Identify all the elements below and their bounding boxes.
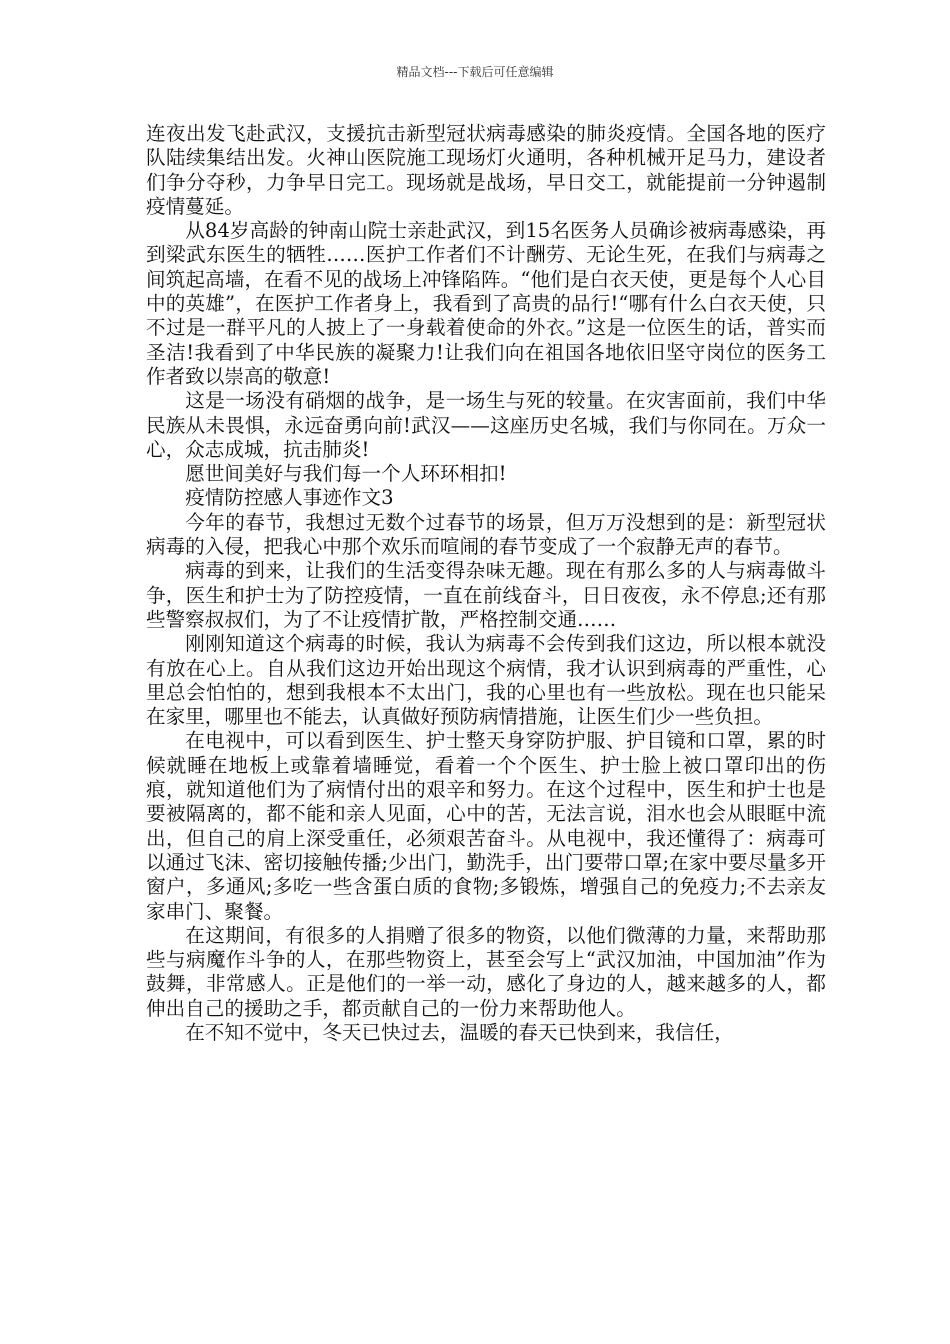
paragraph: 连夜出发飞赴武汉，支援抗击新型冠状病毒感染的肺炎疫情。全国各地的医疗队陆续集结出发。火神山医院施工现场灯火通明，各种机械开足马力，建设者们争分夺秒，力争早日完工。现场就是战场，早日交工，就能提前一分钟遏制疫情蔓延。 bbox=[146, 122, 826, 218]
document-body bbox=[146, 122, 826, 1045]
paragraph: 从84岁高龄的钟南山院士亲赴武汉，到15名医务人员确诊被病毒感染，再到梁武东医生的牺牲……医护工作者们不计酬劳、无论生死，在我们与病毒之间筑起高墙，在看不见的战场上冲锋陷阵。“他们是白衣天使，更是每个人心目中的英雄”，在医护工作者身上，我看到了高贵的品行!“哪有什么白衣天使，只不过是一群平凡的人披上了一身载着使命的外衣。”这是一位医生的话，普实而圣洁!我看到了中华民族的凝聚力!让我们向在祖国各地依旧坚守岗位的医务工作者致以崇高的敬意! bbox=[146, 219, 826, 388]
paragraph: 在这期间，有很多的人捐赠了很多的物资，以他们微薄的力量，来帮助那些与病魔作斗争的人，在那些物资上，甚至会写上“武汉加油，中国加油”作为鼓舞，非常感人。正是他们的一举一动，感化了身边的人，越来越多的人，都伸出自己的援助之手，都贡献自己的一份力来帮助他人。 bbox=[146, 923, 826, 1020]
section-title: 疫情防控感人事迹作文3 bbox=[185, 486, 394, 510]
paragraph: 在不知不觉中，冬天已快过去，温暖的春天已快到来，我信任， bbox=[185, 1020, 734, 1044]
paragraph: 在电视中，可以看到医生、护士整天身穿防护服、护目镜和口罩，累的时候就睡在地板上或靠着墙睡觉，看着一个个医生、护士脸上被口罩印出的伤痕，就知道他们为了病情付出的艰辛和努力。在这个过程中，医生和护士也是要被隔离的，都不能和亲人见面，心中的苦，无法言说，泪水也会从眼眶中流出，但自己的肩上深受重任，必须艰苦奋斗。从电视中，我还懂得了：病毒可以通过飞沫、密切接触传播;少出门，勤洗手，出门要带口罩;在家中要尽量多开窗户，多通风;多吃一些含蛋白质的食物;多锻炼，增强自己的免疫力;不去亲友家串门、聚餐。 bbox=[146, 729, 826, 923]
paragraph: 病毒的到来，让我们的生活变得杂味无趣。现在有那么多的人与病毒做斗争，医生和护士为了防控疫情，一直在前线奋斗，日日夜夜，永不停息;还有那些警察叔叔们，为了不让疫情扩散，严格控制交通…… bbox=[146, 559, 826, 631]
page-header: 精品文档---下载后可任意编辑 bbox=[396, 65, 554, 79]
paragraph: 刚刚知道这个病毒的时候，我认为病毒不会传到我们这边，所以根本就没有放在心上。自从我们这边开始出现这个病情，我才认识到病毒的严重性，心里总会怕怕的，想到我根本不太出门，我的心里也有一些放松。现在也只能呆在家里，哪里也不能去，认真做好预防病情措施，让医生们少一些负担。 bbox=[146, 632, 826, 729]
paragraph: 愿世间美好与我们每一个人环环相扣! bbox=[185, 462, 507, 486]
paragraph: 这是一场没有硝烟的战争，是一场生与死的较量。在灾害面前，我们中华民族从未畏惧，永远奋勇向前!武汉——这座历史名城，我们与你同在。万众一心，众志成城，抗击肺炎! bbox=[146, 389, 826, 461]
paragraph: 今年的春节，我想过无数个过春节的场景，但万万没想到的是：新型冠状病毒的入侵，把我心中那个欢乐而喧闹的春节变成了一个寂静无声的春节。 bbox=[146, 510, 826, 559]
